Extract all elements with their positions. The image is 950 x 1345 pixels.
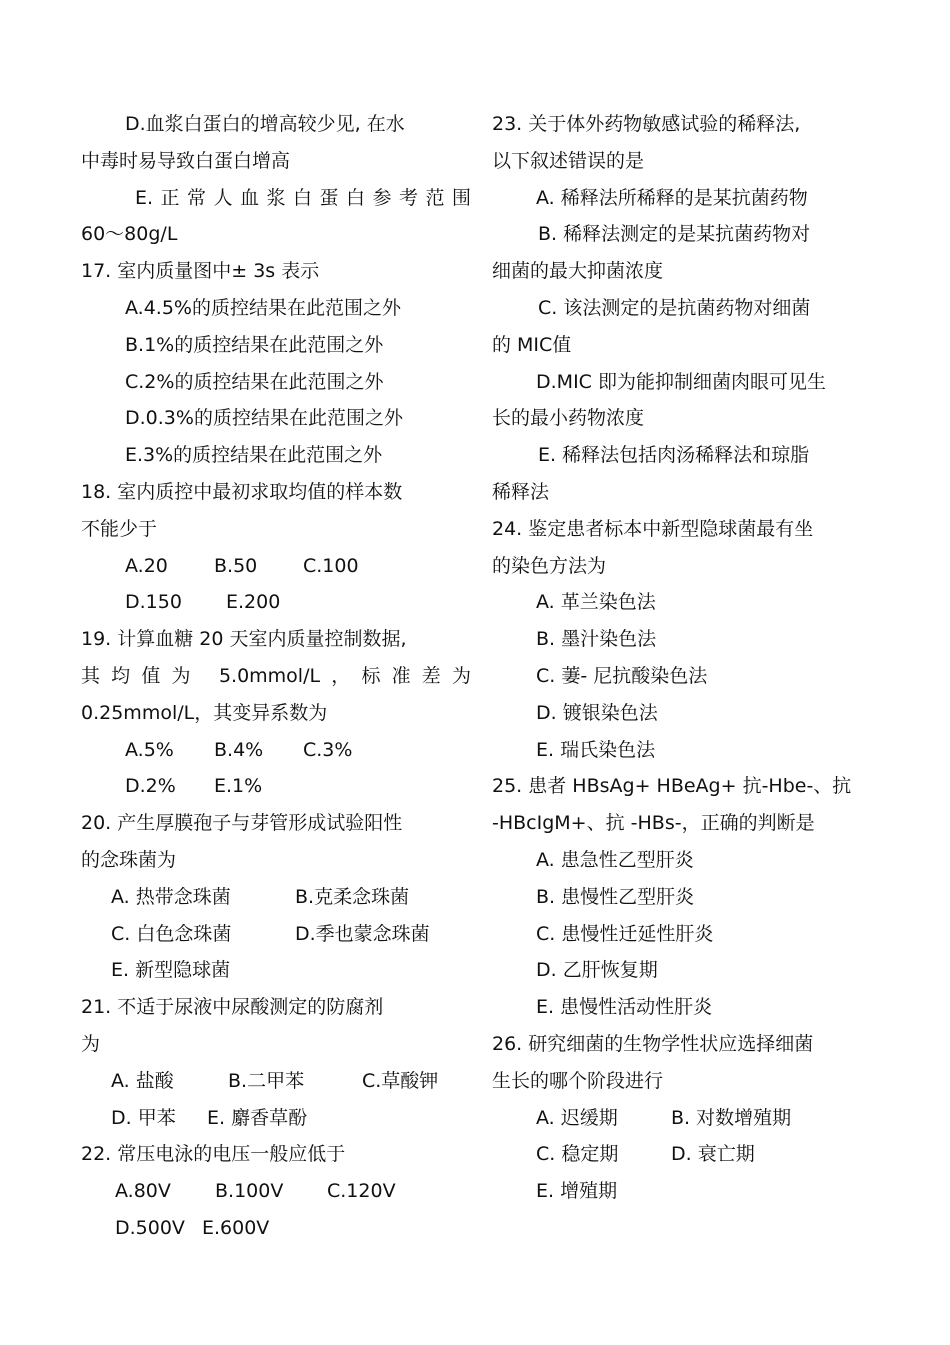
q26-option-b: B. 对数增殖期 <box>671 1106 792 1129</box>
q18-option-e: E.200 <box>226 591 281 614</box>
q20-options-row1 <box>81 879 471 916</box>
right-column <box>492 106 877 1210</box>
q20-option-e: E. 新型隐球菌 <box>111 959 231 982</box>
q18-option-a: A.20 <box>125 554 168 577</box>
q21-option-e: E. 麝香草酚 <box>207 1106 308 1129</box>
q19-stem-line2: 其均值为 5.0mmol/L，标准差为 <box>81 664 471 687</box>
left-column <box>81 106 471 1247</box>
q22-option-b: B.100V <box>215 1180 284 1203</box>
q19-option-a: A.5% <box>125 738 174 761</box>
q22-stem: 22. 常压电泳的电压一般应低于 <box>81 1143 346 1166</box>
q18-options-row1 <box>81 548 471 585</box>
q18-options-row2 <box>81 584 471 621</box>
q24-option-a: A. 革兰染色法 <box>536 591 656 614</box>
q26-stem-line2: 生长的哪个阶段进行 <box>492 1069 664 1092</box>
q16-option-d-line1: D.血浆白蛋白的增高较少见, 在水 <box>125 113 405 135</box>
q24-option-e: E. 瑞氏染色法 <box>536 738 656 761</box>
q21-stem-line2: 为 <box>81 1032 101 1055</box>
q23-option-e-line2: 稀释法 <box>492 480 550 503</box>
q16-option-d-line2: 中毒时易导致白蛋白增高 <box>81 149 291 172</box>
q24-stem-line2: 的染色方法为 <box>492 554 607 577</box>
q23-stem-line2: 以下叙述错误的是 <box>492 149 645 172</box>
q21-option-a: A. 盐酸 <box>111 1069 174 1092</box>
q17-option-b: B.1%的质控结果在此范围之外 <box>125 333 384 356</box>
q17-option-c: C.2%的质控结果在此范围之外 <box>125 370 384 393</box>
q26-option-e: E. 增殖期 <box>536 1180 618 1203</box>
q20-option-c: C. 白色念珠菌 <box>111 922 232 945</box>
q19-options-row1 <box>81 732 471 769</box>
q24-option-c: C. 萋- 尼抗酸染色法 <box>536 664 708 687</box>
q18-option-c: C.100 <box>303 554 359 577</box>
q23-option-b-line2: 细菌的最大抑菌浓度 <box>492 260 664 283</box>
q23-option-e-line1: E. 稀释法包括肉汤稀释法和琼脂 <box>538 444 810 467</box>
q20-option-b: B.克柔念珠菌 <box>295 885 410 908</box>
q19-stem-line3: 0.25mmol/L，其变异系数为 <box>81 701 328 724</box>
q20-option-d: D.季也蒙念珠菌 <box>295 922 430 945</box>
q23-option-a: A. 稀释法所稀释的是某抗菌药物 <box>536 186 808 209</box>
q20-option-a: A. 热带念珠菌 <box>111 885 231 908</box>
q25-option-e: E. 患慢性活动性肝炎 <box>536 996 713 1019</box>
q20-stem-line1: 20. 产生厚膜孢子与芽管形成试验阳性 <box>81 812 403 835</box>
q21-stem-line1: 21. 不适于尿液中尿酸测定的防腐剂 <box>81 996 384 1019</box>
q25-stem-line2: -HBcIgM+、抗 -HBs-，正确的判断是 <box>492 812 815 835</box>
q21-options-row2 <box>81 1100 471 1137</box>
q25-option-b: B. 患慢性乙型肝炎 <box>536 885 695 908</box>
q22-option-e: E.600V <box>202 1216 270 1239</box>
q26-options-row1 <box>492 1100 877 1137</box>
q22-options-row1 <box>81 1173 471 1210</box>
q23-option-b-line1: B. 稀释法测定的是某抗菌药物对 <box>538 223 811 246</box>
q24-stem-line1: 24. 鉴定患者标本中新型隐球菌最有坐 <box>492 517 814 540</box>
q21-option-c: C.草酸钾 <box>362 1069 439 1092</box>
q26-option-c: C. 稳定期 <box>536 1143 619 1166</box>
q26-option-d: D. 衰亡期 <box>671 1143 755 1166</box>
q23-option-d-line2: 长的最小药物浓度 <box>492 407 645 430</box>
q17-option-e: E.3%的质控结果在此范围之外 <box>125 444 383 467</box>
q22-option-a: A.80V <box>115 1180 171 1203</box>
q19-option-e: E.1% <box>214 775 263 798</box>
q19-option-b: B.4% <box>214 738 264 761</box>
q20-stem-line2: 的念珠菌为 <box>81 848 177 871</box>
q22-option-d: D.500V <box>115 1216 185 1239</box>
q25-option-a: A. 患急性乙型肝炎 <box>536 848 694 871</box>
q23-option-d-line1: D.MIC 即为能抑制细菌肉眼可见生 <box>536 370 826 393</box>
q18-option-d: D.150 <box>125 591 182 614</box>
q23-option-c-line1: C. 该法测定的是抗菌药物对细菌 <box>538 296 811 319</box>
q26-options-row2 <box>492 1136 877 1173</box>
q26-stem-line1: 26. 研究细菌的生物学性状应选择细菌 <box>492 1032 814 1055</box>
q22-options-row2 <box>81 1210 471 1247</box>
q21-option-b: B.二甲苯 <box>228 1069 305 1092</box>
q25-option-d: D. 乙肝恢复期 <box>536 959 658 982</box>
q16-option-e-line2: 60～80g/L <box>81 223 178 246</box>
q19-option-d: D.2% <box>125 775 176 798</box>
q16-option-e-line1: E.正常人血浆白蛋白参考范围 <box>135 186 471 209</box>
q24-option-d: D. 镀银染色法 <box>536 701 658 724</box>
q23-option-c-line2: 的 MIC值 <box>492 333 572 356</box>
q25-stem-line1: 25. 患者 HBsAg+ HBeAg+ 抗-Hbe-、抗 <box>492 775 852 798</box>
q19-stem-line1: 19. 计算血糖 20 天室内质量控制数据, <box>81 628 407 651</box>
q21-option-d: D. 甲苯 <box>111 1106 176 1129</box>
q19-option-c: C.3% <box>303 738 353 761</box>
q18-stem-line2: 不能少于 <box>81 517 158 540</box>
q25-option-c: C. 患慢性迁延性肝炎 <box>536 922 714 945</box>
q26-option-a: A. 迟缓期 <box>536 1106 618 1129</box>
q17-option-a: A.4.5%的质控结果在此范围之外 <box>125 296 401 319</box>
q20-options-row2 <box>81 916 471 953</box>
q21-options-row1 <box>81 1063 471 1100</box>
q19-options-row2 <box>81 768 471 805</box>
q17-option-d: D.0.3%的质控结果在此范围之外 <box>125 407 403 430</box>
q22-option-c: C.120V <box>327 1180 396 1203</box>
q18-option-b: B.50 <box>214 554 258 577</box>
q23-stem-line1: 23. 关于体外药物敏感试验的稀释法, <box>492 113 801 135</box>
q24-option-b: B. 墨汁染色法 <box>536 628 657 651</box>
q18-stem-line1: 18. 室内质控中最初求取均值的样本数 <box>81 480 403 503</box>
q17-stem: 17. 室内质量图中± 3s 表示 <box>81 260 320 283</box>
